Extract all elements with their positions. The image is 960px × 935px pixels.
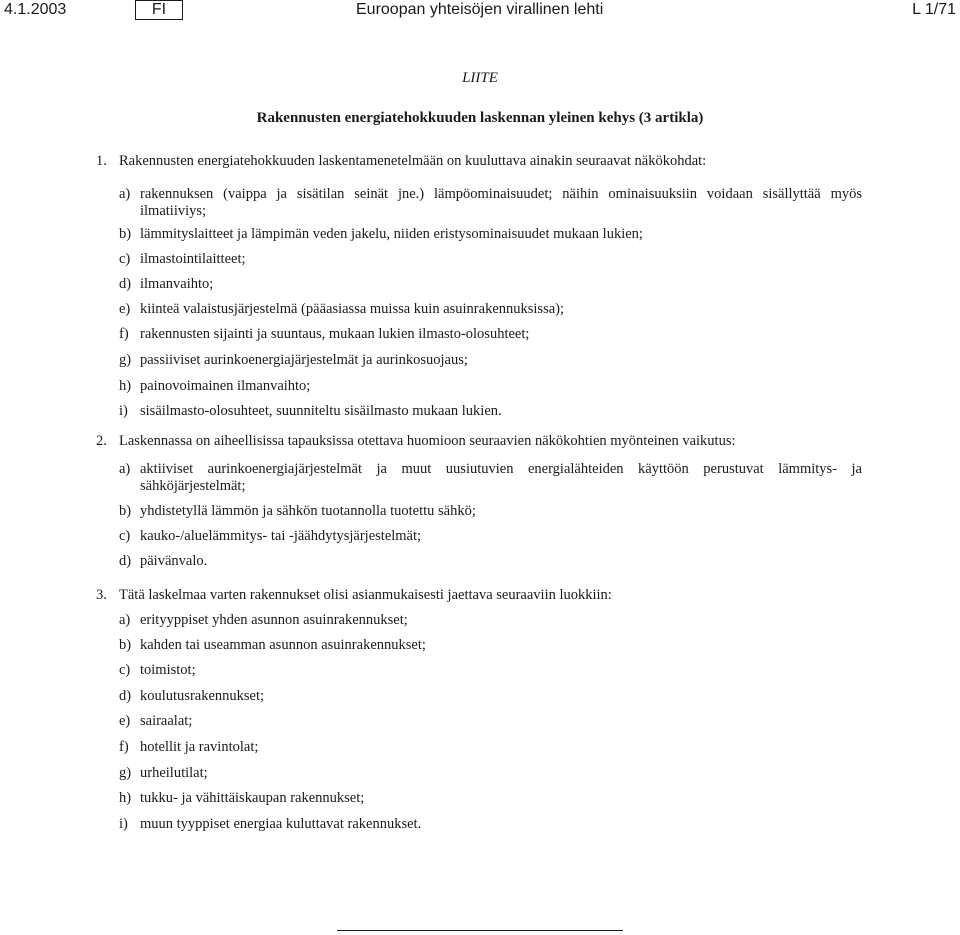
list-item-letter: c) [119,662,131,678]
list-item-text: päivänvalo. [140,553,208,569]
header-journal-name: Euroopan yhteisöjen virallinen lehti [356,1,604,18]
header-date: 4.1.2003 [4,1,67,18]
list-item-text: kahden tai useamman asunnon asuinrakennukset; [140,637,426,653]
list-item-text: erityyppiset yhden asunnon asuinrakennukset; [140,612,408,628]
page-header [0,0,960,20]
list-item-letter: h) [119,378,132,394]
list-item-letter: b) [119,503,132,519]
list-item-text: rakennusten sijainti ja suuntaus, mukaan lukien ilmasto-olosuhteet; [140,326,530,342]
list-item-letter: a) [119,461,131,477]
list-item-text: painovoimainen ilmanvaihto; [140,378,311,394]
list-item-text: urheilutilat; [140,765,208,781]
section-number: 3. [96,587,107,603]
annex-subtitle: Rakennusten energiatehokkuuden laskennan yleinen kehys (3 artikla) [256,110,704,126]
list-item-letter: f) [119,739,129,755]
list-item-letter: c) [119,251,131,267]
list-item-text: sisäilmasto-olosuhteet, suunniteltu sisäilmasto mukaan lukien. [140,403,502,419]
section-number: 1. [96,153,107,169]
list-item-letter: f) [119,326,129,342]
list-item-letter: h) [119,790,132,806]
list-item-letter: a) [119,186,131,202]
list-item-letter: b) [119,226,132,242]
list-item-text: kauko-/aluelämmitys- tai -jäähdytysjärjestelmät; [140,528,422,544]
list-item-letter: g) [119,352,132,368]
list-item-letter: a) [119,612,131,628]
list-item-letter: i) [119,403,128,419]
list-item-text: toimistot; [140,662,196,678]
list-item-text: lämmityslaitteet ja lämpimän veden jakelu, niiden eristysominaisuudet mukaan lukien; [140,226,643,242]
list-item-letter: d) [119,688,132,704]
list-item-text: koulutusrakennukset; [140,688,265,704]
list-item-text: rakennuksen (vaippa ja sisätilan seinät jne.) lämpöominaisuudet; näihin ominaisuuksiin voidaan sisällyttää myös [140,186,862,202]
list-item-text: sairaalat; [140,713,193,729]
list-item-letter: e) [119,301,131,317]
list-item-letter: d) [119,276,132,292]
header-page-number: L 1/71 [912,1,956,18]
section-text: Tätä laskelmaa varten rakennukset olisi asianmukaisesti jaettava seuraaviin luokkiin: [119,587,612,603]
list-item-text: ilmanvaihto; [140,276,214,292]
footer-rule [337,930,623,931]
list-item-text: passiiviset aurinkoenergiajärjestelmät ja aurinkosuojaus; [140,352,468,368]
list-item-letter: g) [119,765,132,781]
section-text: Rakennusten energiatehokkuuden laskentamenetelmään on kuuluttava ainakin seuraavat näkökohdat: [119,153,707,169]
annex-title: LIITE [462,70,498,86]
list-item-letter: c) [119,528,131,544]
list-item-text: aktiiviset aurinkoenergiajärjestelmät ja muut uusiutuvien energialähteiden käyttöön perustuvat lämmitys- ja [140,461,862,477]
list-item-text-continued: sähköjärjestelmät; [140,478,246,494]
list-item-text-continued: ilmatiiviys; [140,203,207,219]
list-item-letter: i) [119,816,128,832]
list-item-letter: b) [119,637,132,653]
list-item-text: kiinteä valaistusjärjestelmä (pääasiassa muissa kuin asuinrakennuksissa); [140,301,565,317]
list-item-text: yhdistetyllä lämmön ja sähkön tuotannolla tuotettu sähkö; [140,503,476,519]
list-item-text: muun tyyppiset energiaa kuluttavat rakennukset. [140,816,422,832]
header-language-box: FI [135,0,183,20]
list-item-letter: e) [119,713,131,729]
section-number: 2. [96,433,107,449]
list-item-letter: d) [119,553,132,569]
section-text: Laskennassa on aiheellisissa tapauksissa otettava huomioon seuraavien näkökohtien myönteinen vaikutus: [119,433,736,449]
list-item-text: ilmastointilaitteet; [140,251,246,267]
list-item-text: hotellit ja ravintolat; [140,739,259,755]
list-item-text: tukku- ja vähittäiskaupan rakennukset; [140,790,365,806]
